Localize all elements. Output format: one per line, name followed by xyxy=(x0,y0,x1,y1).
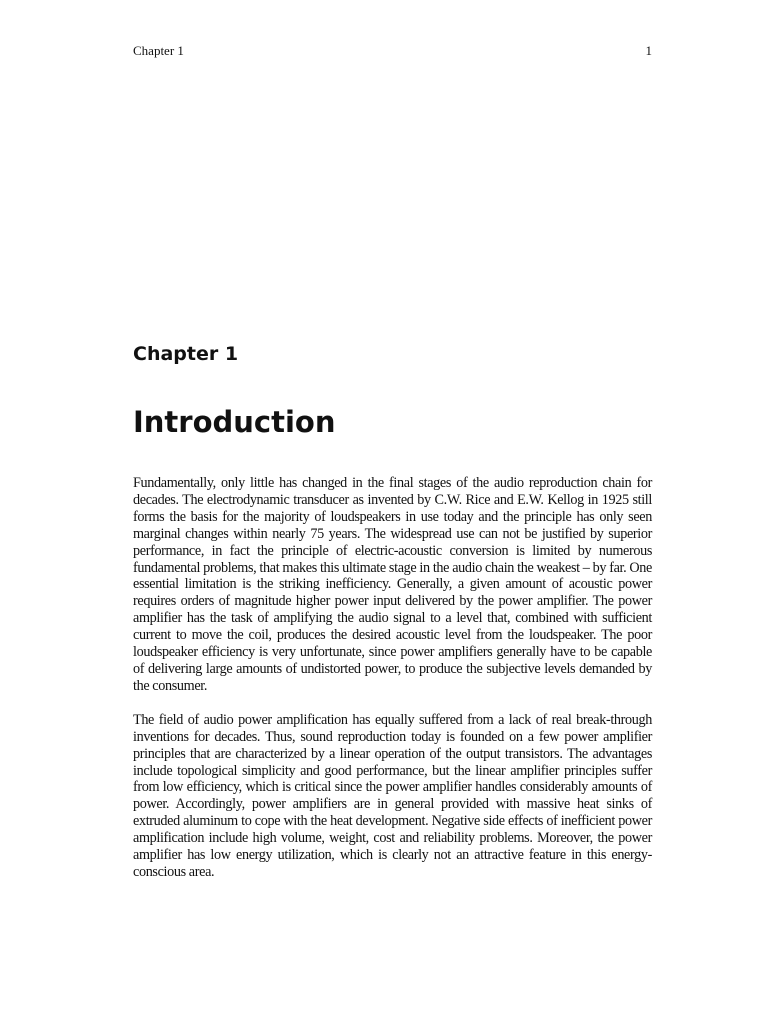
page-number: 1 xyxy=(645,43,652,58)
paragraph-1: Fundamentally, only little has changed in the final stages of the audio reproduction chain for decades. The electrodynamic transducer as invented by C.W. Rice and E.W. Kellog in 1925 still forms the basis for the majority of loudspeakers in use today and the principle has only seen marginal changes within nearly 75 years. The widespread use can not be justified by superior performance, in fact the principle of electric-acoustic conversion is limited by numerous fundamental problems, that makes this ultimate stage in the audio chain the weakest – by far. One essential limitation is the striking inefficiency. Generally, a given amount of acoustic power requires orders of magnitude higher power input delivered by the power amplifier. The power amplifier has the task of amplifying the audio signal to a level that, combined with sufficient current to move the coil, produces the desired acoustic level from the loudspeaker. The poor loudspeaker efficiency is very unfortunate, since power amplifiers generally have to be capable of delivering large amounts of undistorted power, to produce the subjective levels demanded by the consumer. xyxy=(133,475,652,694)
running-header-title: Chapter 1 xyxy=(133,43,184,58)
page-header xyxy=(133,42,652,60)
chapter-title: Introduction xyxy=(133,405,336,439)
body-text xyxy=(133,475,652,898)
paragraph-2: The field of audio power amplification has equally suffered from a lack of real break-through inventions for decades. Thus, sound reproduction today is founded on a few power amplifier principles that are characterized by a linear operation of the output transistors. The advantages include topological simplicity and good performance, but the linear amplifier principles suffer from low efficiency, which is critical since the power amplifier handles considerably amounts of power. Accordingly, power amplifiers are in general provided with massive heat sinks of extruded aluminum to cope with the heat development. Negative side effects of inefficient power amplification include high volume, weight, cost and reliability problems. Moreover, the power amplifier has low energy utilization, which is clearly not an attractive feature in this energy-conscious area. xyxy=(133,711,652,880)
chapter-label: Chapter 1 xyxy=(133,343,239,365)
